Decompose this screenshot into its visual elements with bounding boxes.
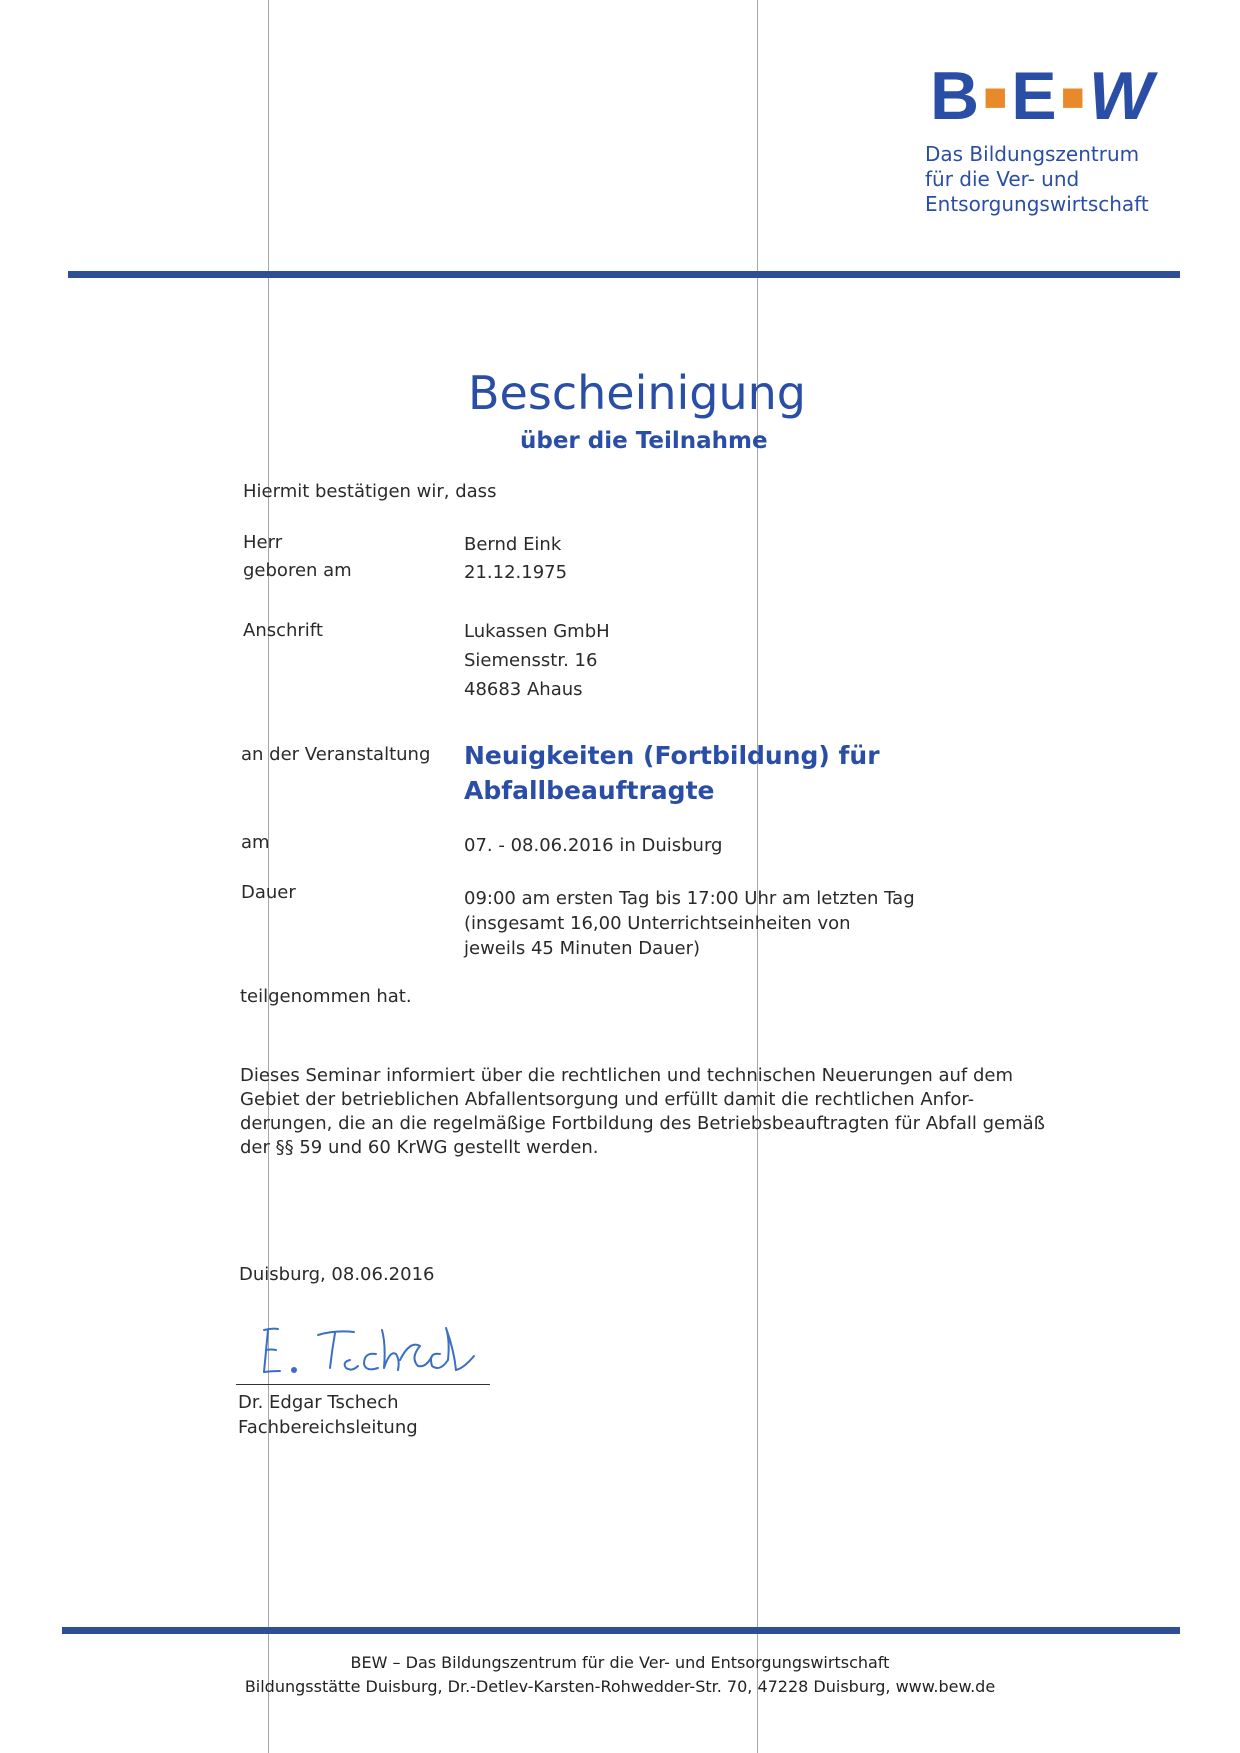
event-title: [464, 738, 880, 808]
event-title-line: Neuigkeiten (Fortbildung) für: [464, 741, 880, 770]
born-label: geboren am: [243, 560, 352, 581]
footer-line-1: BEW – Das Bildungszentrum für die Ver- und Entsorgungswirtschaft: [350, 1653, 890, 1672]
birth-date: 21.12.1975: [464, 562, 568, 583]
description-line: Dieses Seminar informiert über die rechtlichen und technischen Neuerungen auf dem: [240, 1065, 1014, 1086]
intro-text: Hiermit bestätigen wir, dass: [243, 481, 497, 502]
signature-line: [236, 1384, 490, 1385]
event-date: 07. - 08.06.2016 in Duisburg: [464, 835, 723, 856]
document-subtitle: über die Teilnahme: [520, 428, 768, 454]
logo-tagline-line: Das Bildungszentrum: [925, 142, 1140, 166]
logo-letter-e: E: [1011, 58, 1058, 134]
signer-role: Fachbereichsleitung: [238, 1417, 418, 1438]
logo-letter-w: W: [1088, 58, 1154, 134]
date-label: am: [241, 832, 270, 853]
logo-dot: ■: [1060, 75, 1086, 120]
salutation-label: Herr: [243, 532, 283, 553]
description-line: Gebiet der betrieblichen Abfallentsorgung und erfüllt damit die rechtlichen Anfor-: [240, 1089, 975, 1110]
bew-logo: [930, 58, 1154, 134]
address-line: Siemensstr. 16: [464, 650, 598, 671]
address-label: Anschrift: [243, 620, 323, 641]
logo-tagline-line: Entsorgungswirtschaft: [925, 192, 1149, 216]
document-title: Bescheinigung: [468, 366, 806, 420]
place-date: Duisburg, 08.06.2016: [239, 1264, 435, 1285]
footer-line-2: Bildungsstätte Duisburg, Dr.-Detlev-Karsten-Rohwedder-Str. 70, 47228 Duisburg, www.bew.de: [244, 1677, 996, 1696]
closing-text: teilgenommen hat.: [240, 986, 412, 1007]
scan-artifact-line-left: [268, 0, 269, 1753]
logo-letter-b: B: [930, 58, 981, 134]
duration-label: Dauer: [241, 882, 296, 903]
description-line: derungen, die an die regelmäßige Fortbildung des Betriebsbeauftragten für Abfall gemäß: [240, 1113, 1045, 1134]
scan-artifact-line-right: [757, 0, 758, 1753]
logo-tagline: [925, 142, 1149, 217]
address-line: 48683 Ahaus: [464, 679, 583, 700]
duration-line: jeweils 45 Minuten Dauer): [464, 938, 701, 959]
participant-name: Bernd Eink: [464, 534, 562, 555]
seminar-description: [240, 1064, 1045, 1160]
logo-dot: ■: [983, 75, 1009, 120]
duration-line: 09:00 am ersten Tag bis 17:00 Uhr am letzten Tag: [464, 888, 915, 909]
footer-rule: [62, 1627, 1180, 1634]
duration-line: (insgesamt 16,00 Unterrichtseinheiten von: [464, 913, 851, 934]
event-label: an der Veranstaltung: [241, 744, 431, 765]
signer-name: Dr. Edgar Tschech: [238, 1392, 399, 1413]
logo-tagline-line: für die Ver- und: [925, 167, 1080, 191]
handwritten-signature: [250, 1310, 480, 1390]
address-line: Lukassen GmbH: [464, 621, 610, 642]
description-line: der §§ 59 und 60 KrWG gestellt werden.: [240, 1137, 599, 1158]
header-rule: [68, 271, 1180, 278]
event-title-line: Abfallbeauftragte: [464, 776, 715, 805]
